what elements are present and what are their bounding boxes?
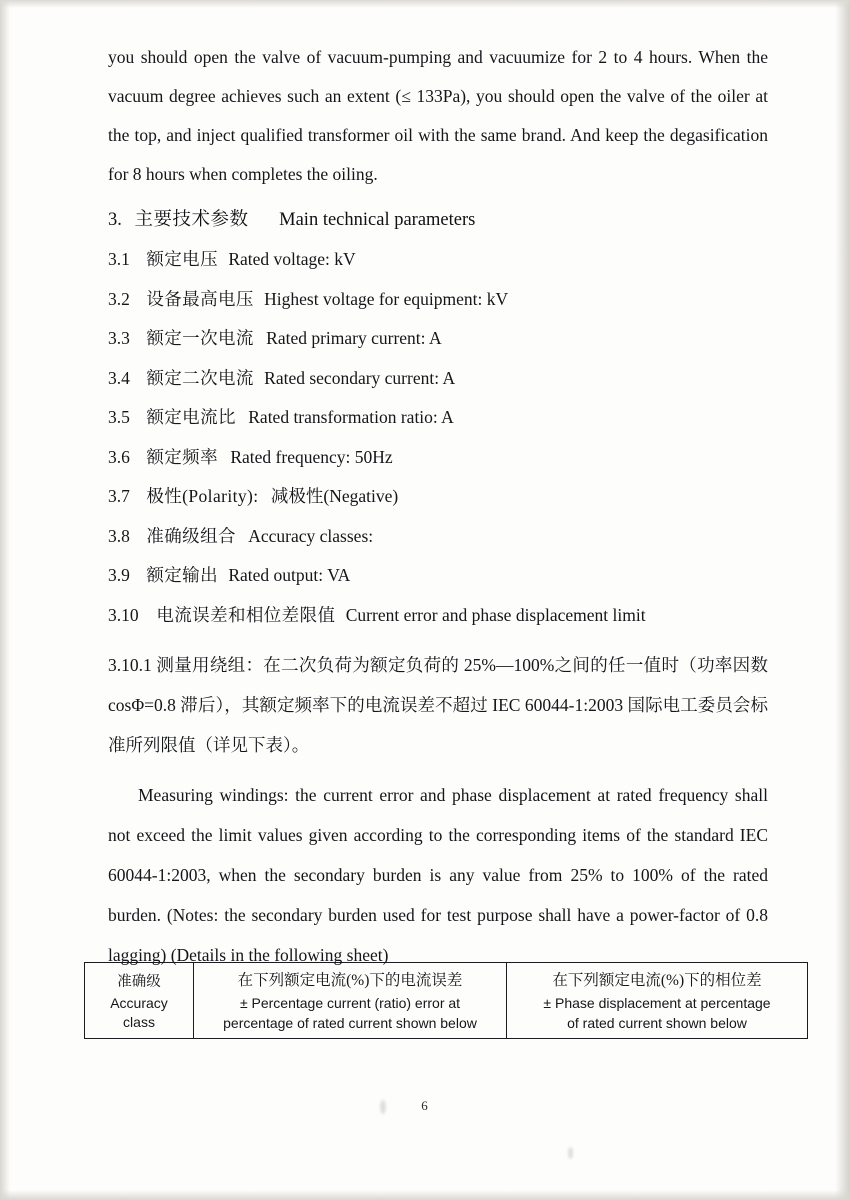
spec-item-number: 3.10 bbox=[108, 604, 139, 625]
spec-item-number: 3.8 bbox=[108, 525, 130, 546]
spec-item-label-en: Rated secondary current: A bbox=[264, 367, 456, 388]
spec-item-number: 3.7 bbox=[108, 486, 130, 506]
spec-item-label-en: Rated voltage: kV bbox=[228, 249, 356, 269]
scan-edge-right bbox=[835, 0, 849, 1200]
table-header-accuracy-class bbox=[85, 963, 194, 1039]
intro-paragraph: you should open the valve of vacuum-pumping and vacuumize for 2 to 4 hours. When the vacuum degree achieves such an extent (≤ 133Pa), you should open the valve of the oiler at the top, and inject qualified transformer oil with the same brand. And keep the degasification for 8 hours when completes the oiling. bbox=[108, 47, 768, 184]
spec-item-3-5 bbox=[108, 398, 768, 438]
spec-item-3-9 bbox=[108, 556, 768, 596]
spec-item-number: 3.5 bbox=[108, 407, 130, 427]
section-title-en: Main technical parameters bbox=[279, 210, 476, 230]
header-zh: 在下列额定电流(%)下的相位差 bbox=[552, 972, 762, 989]
paragraph-spacer bbox=[108, 635, 768, 645]
spec-item-number: 3.6 bbox=[108, 446, 130, 467]
accuracy-limits-table-wrapper bbox=[84, 962, 770, 1039]
paragraph-spacer bbox=[108, 765, 768, 775]
spec-item-label-en: Highest voltage for equipment: kV bbox=[264, 288, 509, 309]
spec-item-3-4 bbox=[108, 359, 768, 399]
spec-item-label-en: 减极性(Negative) bbox=[270, 486, 399, 506]
spec-item-3-10 bbox=[108, 596, 768, 636]
spec-item-label-zh: 额定输出 bbox=[146, 565, 218, 585]
clause-english: Measuring windings: the current error and phase displacement at rated frequency shall not exceed the limit values given according to the corresponding items of the standard IEC 60044-1:2003, when the secondary burden is any value from 25% to 100% of the rated burden. (Notes: the secondary burden used for test purpose shall have a power-factor of 0.8 lagging) (Details in the following sheet) bbox=[108, 785, 768, 965]
spec-item-3-7 bbox=[108, 477, 768, 517]
spec-item-number: 3.4 bbox=[108, 367, 130, 388]
clause-chinese: 3.10.1 测量用绕组：在二次负荷为额定负荷的 25%—100%之间的任一值时（功率因数 cosΦ=0.8 滞后），其额定频率下的电流误差不超过 IEC 60044-1:2003 国际电工委员会标准所列限值（详见下表）。 bbox=[108, 655, 768, 755]
spec-item-label-zh: 设备最高电压 bbox=[146, 288, 254, 309]
spec-item-label-en: Current error and phase displacement limit bbox=[345, 604, 646, 625]
spec-item-label-en: Accuracy classes: bbox=[248, 525, 374, 546]
header-zh: 准确级 bbox=[117, 973, 161, 990]
table-header-phase-displacement bbox=[507, 963, 808, 1039]
section-title-zh: 主要技术参数 bbox=[134, 210, 249, 230]
section-number: 3. bbox=[108, 210, 122, 230]
spec-item-label-zh: 极性(Polarity): bbox=[146, 486, 259, 506]
document-content bbox=[108, 38, 768, 975]
scan-edge-top bbox=[0, 0, 849, 8]
spec-item-number: 3.3 bbox=[108, 328, 130, 348]
spec-item-number: 3.1 bbox=[108, 249, 130, 269]
page-number: 6 bbox=[421, 1098, 428, 1113]
header-en-line1: ± Phase displacement at percentage bbox=[543, 995, 771, 1011]
header-en-line2: class bbox=[123, 1013, 155, 1030]
spec-item-label-zh: 额定频率 bbox=[146, 446, 218, 467]
section-heading bbox=[108, 194, 768, 240]
spec-item-label-zh: 额定电压 bbox=[146, 249, 218, 269]
spec-item-3-1 bbox=[108, 240, 768, 280]
spec-item-3-3 bbox=[108, 319, 768, 359]
spec-item-label-zh: 额定电流比 bbox=[146, 407, 236, 427]
header-en-line2: percentage of rated current shown below bbox=[223, 1015, 477, 1031]
scan-edge-bottom bbox=[0, 1190, 849, 1200]
spec-item-label-en: Rated frequency: 50Hz bbox=[230, 446, 393, 467]
spec-item-3-2 bbox=[108, 280, 768, 320]
header-en-line1: ± Percentage current (ratio) error at bbox=[239, 995, 461, 1011]
spec-item-label-en: Rated primary current: A bbox=[266, 328, 442, 348]
accuracy-limits-table bbox=[84, 962, 808, 1039]
spec-item-3-6 bbox=[108, 438, 768, 478]
spec-item-3-8 bbox=[108, 517, 768, 557]
scan-edge-left bbox=[0, 0, 10, 1200]
spec-item-label-en: Rated transformation ratio: A bbox=[248, 407, 454, 427]
spec-item-label-en: Rated output: VA bbox=[228, 565, 351, 585]
spec-item-number: 3.9 bbox=[108, 565, 130, 585]
table-row bbox=[85, 963, 808, 1039]
spec-item-label-zh: 电流误差和相位差限值 bbox=[156, 604, 336, 625]
spec-item-label-zh: 准确级组合 bbox=[146, 525, 236, 546]
spec-item-label-zh: 额定二次电流 bbox=[146, 367, 254, 388]
scan-smudge bbox=[568, 1147, 573, 1159]
table-header-current-error bbox=[194, 963, 507, 1039]
header-en-line2: of rated current shown below bbox=[567, 1015, 747, 1031]
header-zh: 在下列额定电流(%)下的电流误差 bbox=[237, 972, 463, 989]
spec-item-number: 3.2 bbox=[108, 288, 130, 309]
spec-item-label-zh: 额定一次电流 bbox=[146, 328, 254, 348]
header-en-line1: Accuracy bbox=[110, 994, 168, 1011]
